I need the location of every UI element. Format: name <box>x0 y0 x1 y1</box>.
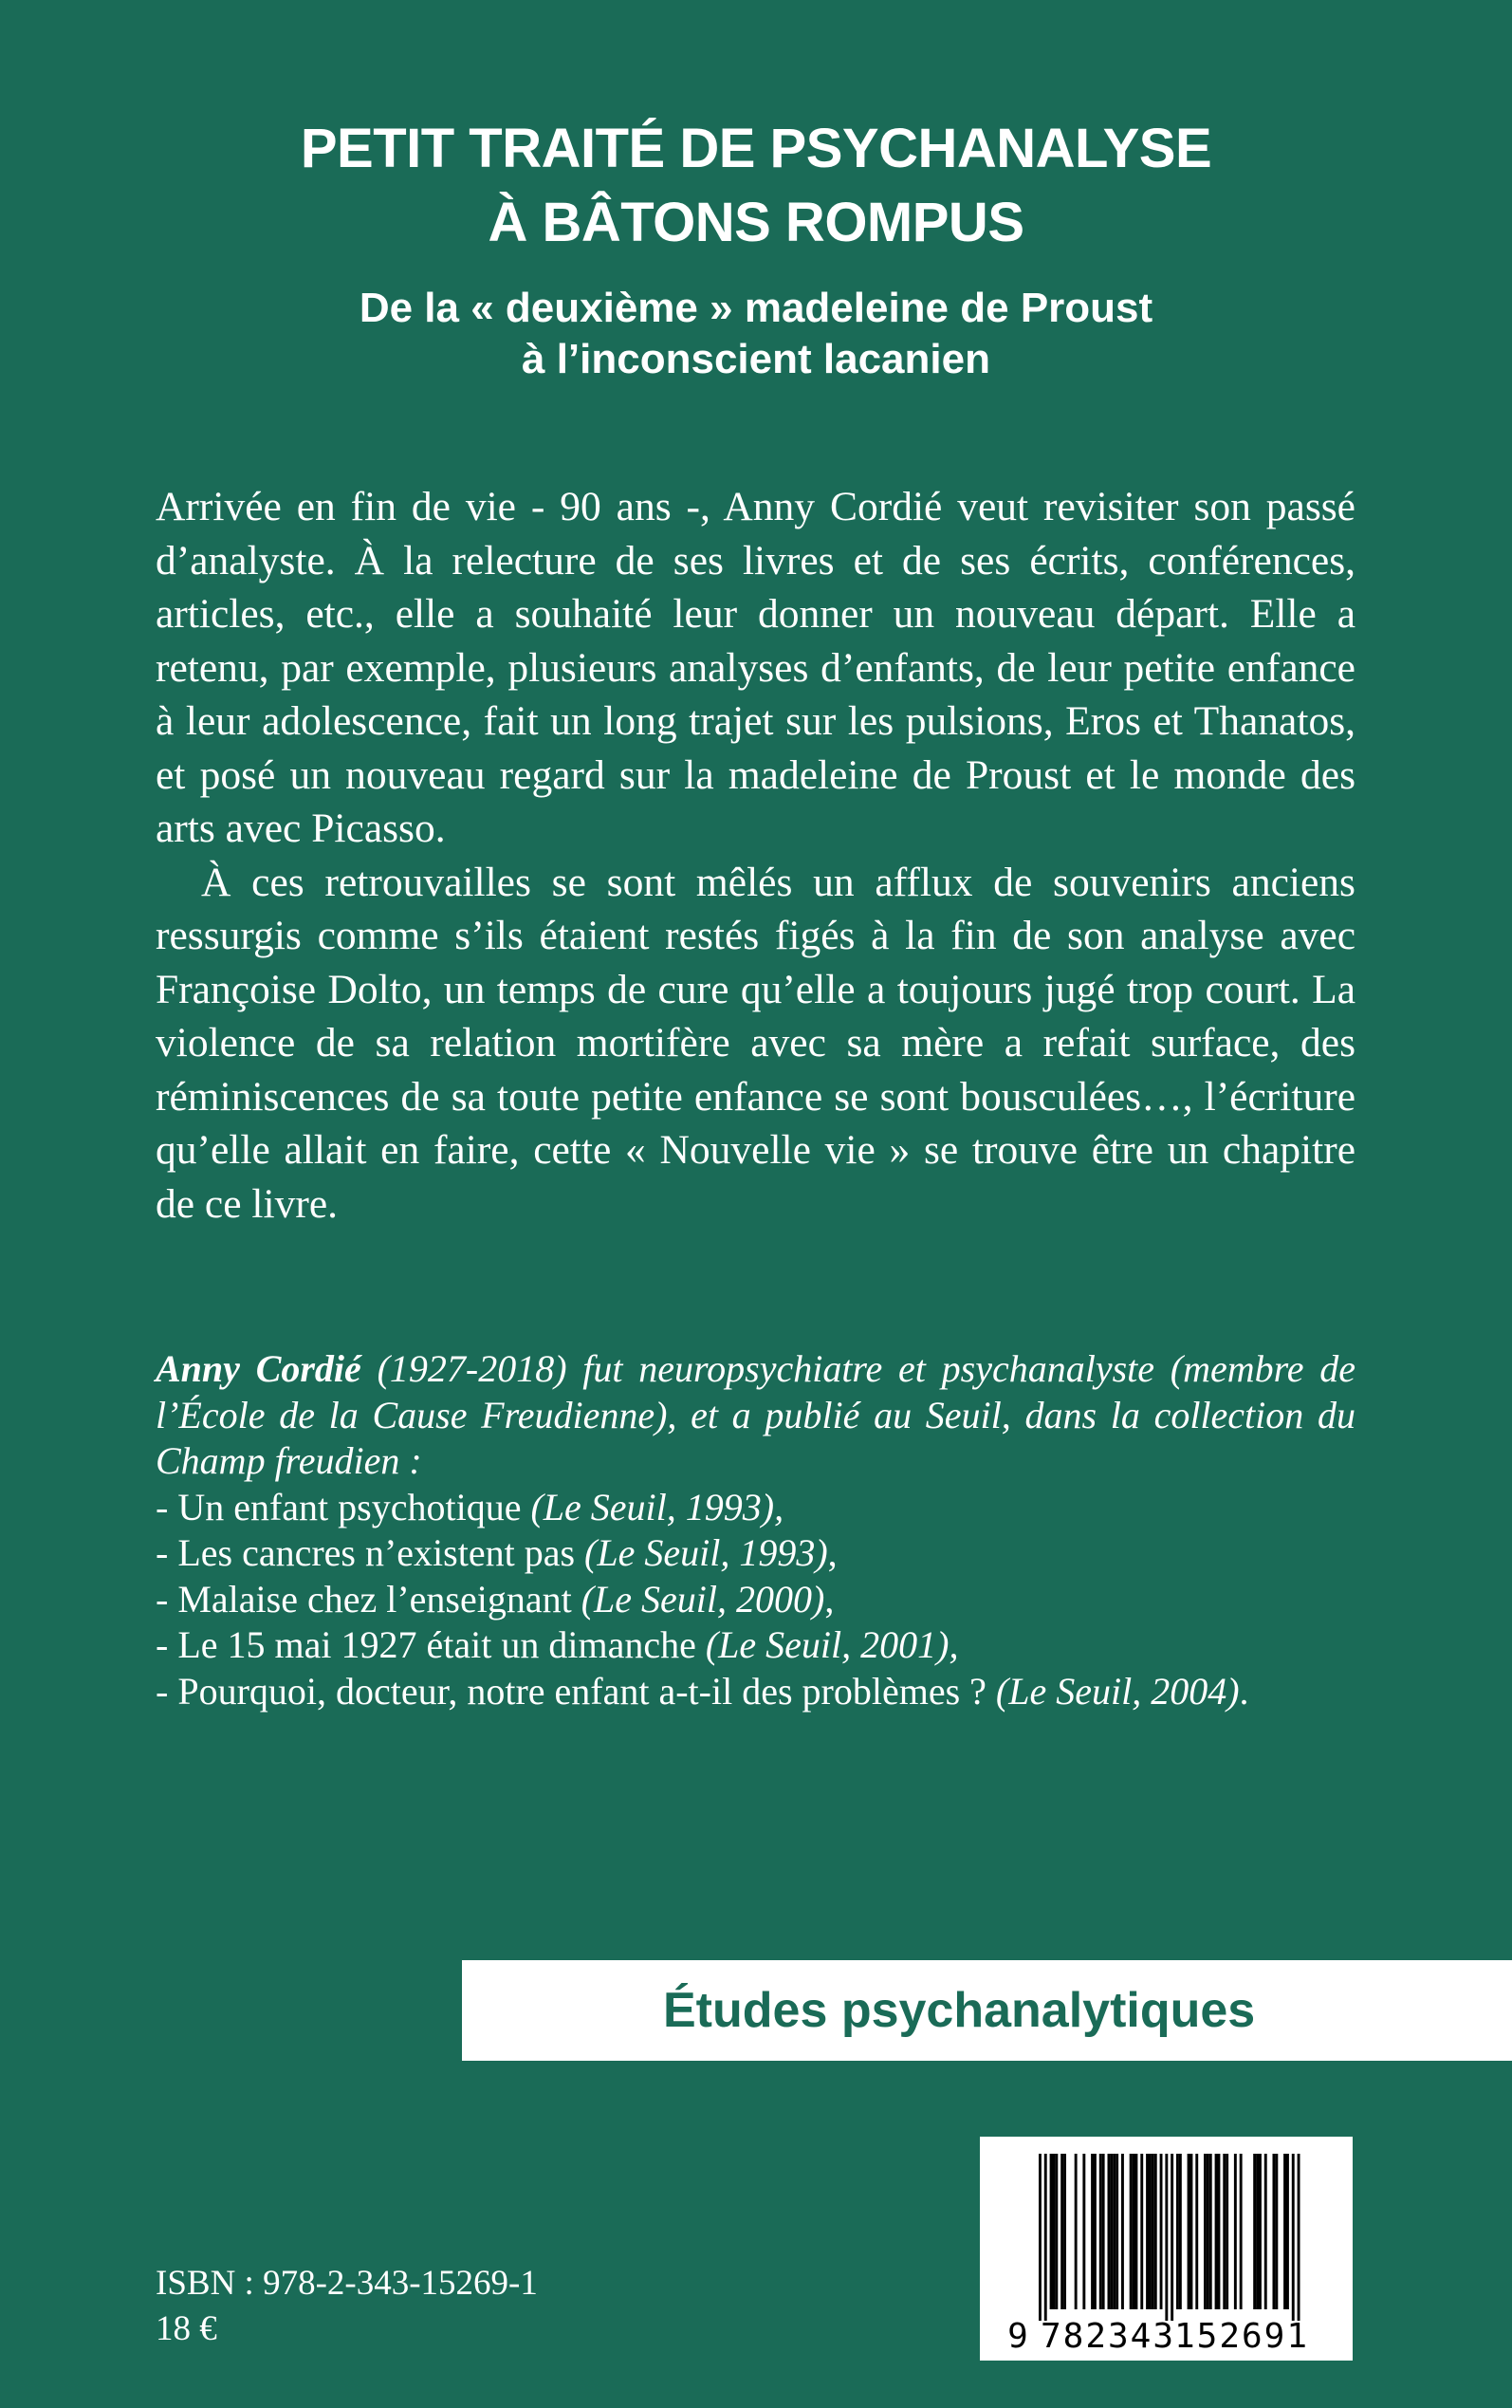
bibliography-item <box>156 1622 1355 1669</box>
barcode-bar <box>1195 2154 1198 2309</box>
title-block <box>0 112 1512 385</box>
isbn-block <box>156 2261 538 2352</box>
work-ref: (Le Seuil, 2004) <box>995 1669 1240 1713</box>
blurb <box>156 480 1355 1231</box>
barcode-right-digits: 152691 <box>1174 2317 1307 2356</box>
bibliography-list <box>156 1485 1355 1715</box>
barcode-bar <box>1226 2154 1228 2309</box>
work-end: , <box>774 1485 784 1528</box>
barcode-bar <box>1075 2154 1078 2309</box>
barcode-bar <box>1298 2154 1300 2321</box>
barcode-bar <box>1292 2154 1295 2321</box>
barcode-bar <box>1204 2154 1207 2309</box>
barcode-bar <box>1256 2154 1259 2309</box>
barcode-bar <box>1063 2154 1066 2309</box>
book-subtitle-line-2: à l’inconscient lacanien <box>522 336 990 382</box>
barcode-bar <box>1060 2154 1063 2309</box>
barcode-bar <box>1215 2154 1218 2309</box>
barcode-bar <box>1171 2154 1173 2321</box>
work-title: - Les cancres n’existent pas <box>156 1531 585 1574</box>
subtitle-block <box>0 283 1512 385</box>
barcode-bar <box>1102 2154 1105 2309</box>
barcode-bar <box>1264 2154 1267 2309</box>
barcode-bar <box>1286 2154 1289 2309</box>
barcode-bar <box>1234 2154 1237 2309</box>
barcode-bar <box>1091 2154 1094 2309</box>
barcode-graphic <box>980 2137 1353 2361</box>
work-ref: (Le Seuil, 2001) <box>705 1623 950 1666</box>
work-end: . <box>1239 1669 1249 1713</box>
author-bio <box>156 1346 1355 1714</box>
blurb-paragraph-1: Arrivée en fin de vie - 90 ans -, Anny Cordié veut revisiter son passé d’analyste. À la relecture de ses livres et de ses écrits, conférences, articles, etc., elle a souhaité leur donner un nouveau départ. Elle a retenu, par exemple, plusieurs analyses d’enfants, de leur petite enfance à leur adolescence, fait un long trajet sur les pulsions, Eros et Thanatos, et posé un nouveau regard sur la madeleine de Proust et le monde des arts avec Picasso. <box>156 484 1355 851</box>
barcode-bar <box>1055 2154 1058 2309</box>
work-title: - Un enfant psychotique <box>156 1485 531 1528</box>
barcode-bar <box>1039 2154 1042 2321</box>
barcode-bar <box>1190 2154 1193 2309</box>
work-end: , <box>827 1531 838 1574</box>
work-end: , <box>949 1623 959 1666</box>
barcode-bar <box>1116 2154 1118 2309</box>
barcode-bar <box>1207 2154 1209 2309</box>
barcode-first-digit: 9 <box>1007 2317 1028 2356</box>
bibliography-item <box>156 1485 1355 1531</box>
barcode-bar <box>1149 2154 1152 2309</box>
book-title-line-1: PETIT TRAITÉ DE PSYCHANALYSE <box>300 118 1212 179</box>
barcode-bar <box>1165 2154 1168 2321</box>
bibliography-item <box>156 1577 1355 1623</box>
barcode-bar <box>1223 2154 1226 2309</box>
bibliography-item <box>156 1669 1355 1715</box>
barcode-bar <box>1140 2154 1143 2309</box>
barcode-bar <box>1240 2154 1243 2309</box>
series-band <box>462 1960 1512 2061</box>
work-ref: (Le Seuil, 1993) <box>584 1531 828 1574</box>
work-title: - Malaise chez l’enseignant <box>156 1577 581 1621</box>
barcode-bar <box>1218 2154 1221 2309</box>
book-title-line-2: À BÂTONS ROMPUS <box>488 192 1024 253</box>
barcode-bar <box>1209 2154 1212 2309</box>
barcode-bar <box>1273 2154 1276 2309</box>
barcode-bar <box>1044 2154 1047 2321</box>
barcode-bar <box>1133 2154 1135 2309</box>
work-ref: (Le Seuil, 2000) <box>581 1577 825 1621</box>
barcode-bar <box>1110 2154 1113 2309</box>
price-text: 18 € <box>156 2309 217 2348</box>
barcode-bar <box>1121 2154 1124 2309</box>
barcode-bar <box>1154 2154 1157 2309</box>
barcode-bar <box>1050 2154 1053 2309</box>
blurb-paragraph-2: À ces retrouvailles se sont mêlés un afflux de souvenirs anciens ressurgis comme s’ils étaient restés figés à la fin de son analyse avec Françoise Dolto, un temps de cure qu’elle a toujours jugé trop court. La violence de sa relation mortifère avec sa mère a refait surface, des réminiscences de sa toute petite enfance se sont bousculées…, l’écriture qu’elle allait en faire, cette « Nouvelle vie » se trouve être un chapitre de ce livre. <box>156 859 1355 1227</box>
barcode-bar <box>1152 2154 1154 2309</box>
book-subtitle-line-1: De la « deuxième » madeleine de Proust <box>359 285 1153 331</box>
barcode-left-digits: 782343 <box>1041 2317 1173 2356</box>
barcode-bar <box>1099 2154 1102 2309</box>
series-name: Études psychanalytiques <box>663 1983 1256 2038</box>
barcode-bar <box>1176 2154 1179 2309</box>
barcode-bar <box>1188 2154 1190 2309</box>
barcode-bar <box>1253 2154 1256 2309</box>
work-title: - Le 15 mai 1927 était un dimanche <box>156 1623 706 1666</box>
barcode-bar <box>1275 2154 1278 2309</box>
barcode-bar <box>1094 2154 1097 2309</box>
work-title: - Pourquoi, docteur, notre enfant a-t-il des problèmes ? <box>156 1669 996 1713</box>
barcode-bar <box>1179 2154 1182 2309</box>
author-name: Anny Cordié <box>156 1347 361 1390</box>
barcode-bar <box>1113 2154 1116 2309</box>
barcode-bar <box>1130 2154 1133 2309</box>
barcode-bar <box>1146 2154 1149 2309</box>
barcode-bar <box>1259 2154 1262 2309</box>
bio-intro <box>156 1346 1355 1485</box>
barcode-bar <box>1160 2154 1163 2309</box>
isbn-text: ISBN : 978-2-343-15269-1 <box>156 2264 538 2303</box>
barcode-bar <box>1283 2154 1286 2309</box>
bio-intro-text: (1927-2018) fut neuropsychiatre et psychanalyste (membre de l’École de la Cause Freudienne), et a publié au Seuil, dans la collection du Champ freudien : <box>156 1347 1355 1482</box>
barcode-bar <box>1108 2154 1111 2309</box>
work-end: , <box>824 1577 835 1621</box>
barcode-bar <box>1053 2154 1056 2309</box>
barcode-bar <box>1082 2154 1085 2309</box>
barcode-bar <box>1135 2154 1138 2309</box>
work-ref: (Le Seuil, 1993) <box>530 1485 775 1528</box>
barcode <box>980 2137 1353 2361</box>
bibliography-item <box>156 1530 1355 1577</box>
